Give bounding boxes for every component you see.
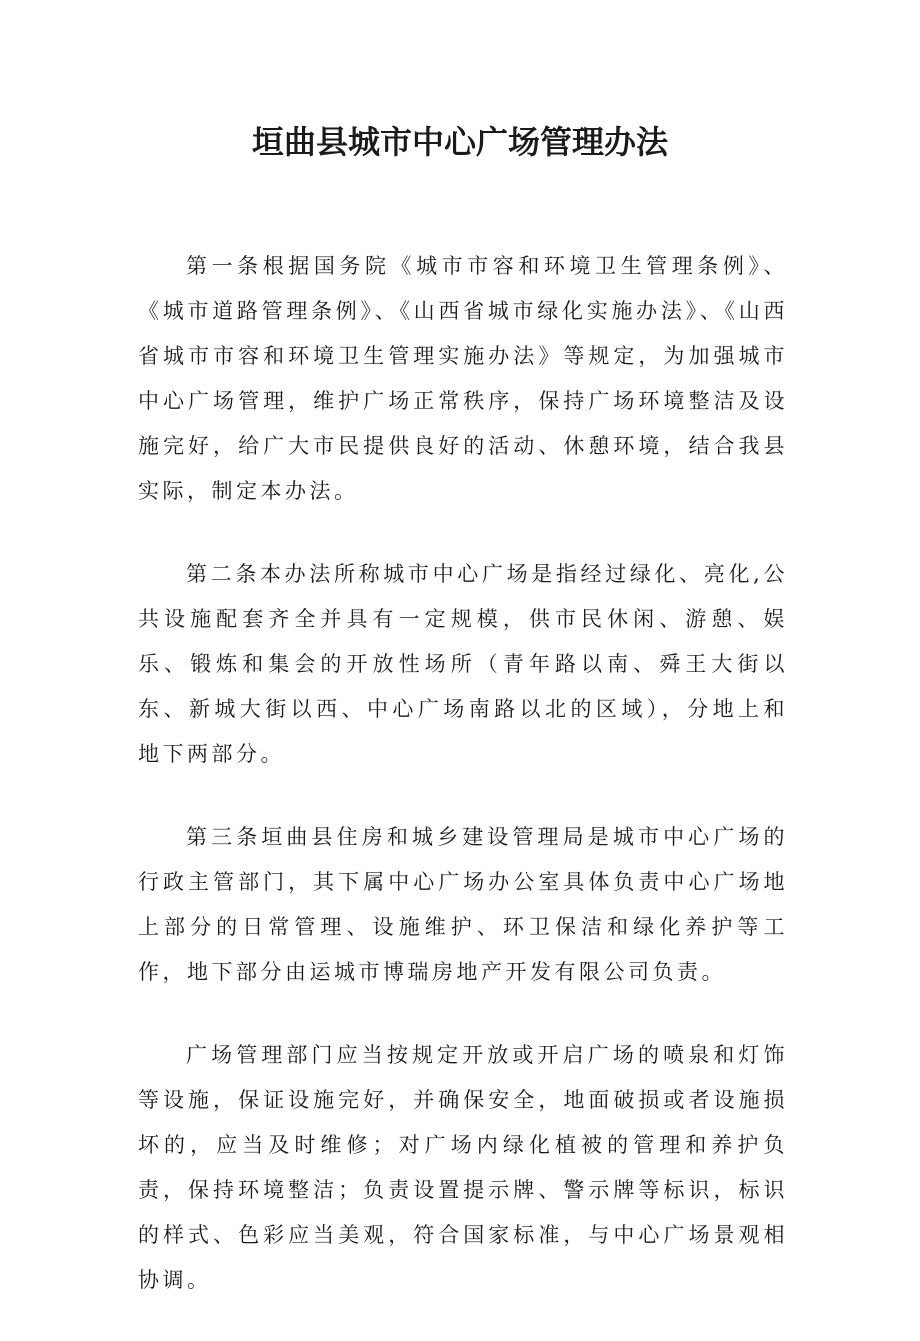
document-body bbox=[138, 244, 788, 1341]
article-2-paragraph: 第二条本办法所称城市中心广场是指经过绿化、亮化,公共设施配套齐全并具有一定规模，供市民休闲、游憩、娱乐、锻炼和集会的开放性场所（青年路以南、舜王大街以东、新城大街以西、中心广场南路以北的区域），分地上和地下两部分。 bbox=[138, 562, 788, 766]
article-1-paragraph: 第一条根据国务院《城市市容和环境卫生管理条例》、《城市道路管理条例》、《山西省城市绿化实施办法》、《山西省城市市容和环境卫生管理实施办法》等规定，为加强城市中心广场管理，维护广场正常秩序，保持广场环境整洁及设施完好，给广大市民提供良好的活动、休憩环境，结合我县实际，制定本办法。 bbox=[138, 254, 788, 503]
management-duties-paragraph: 广场管理部门应当按规定开放或开启广场的喷泉和灯饰等设施，保证设施完好，并确保安全，地面破损或者设施损坏的，应当及时维修；对广场内绿化植被的管理和养护负责，保持环境整洁；负责设置提示牌、警示牌等标识，标识的样式、色彩应当美观，符合国家标准，与中心广场景观相协调。 bbox=[138, 1043, 788, 1292]
document-title: 垣曲县城市中心广场管理办法 bbox=[251, 123, 668, 161]
article-3-paragraph: 第三条垣曲县住房和城乡建设管理局是城市中心广场的行政主管部门，其下属中心广场办公室具体负责中心广场地上部分的日常管理、设施维护、环卫保洁和绿化养护等工作，地下部分由运城市博瑞房地产开发有限公司负责。 bbox=[138, 825, 788, 984]
